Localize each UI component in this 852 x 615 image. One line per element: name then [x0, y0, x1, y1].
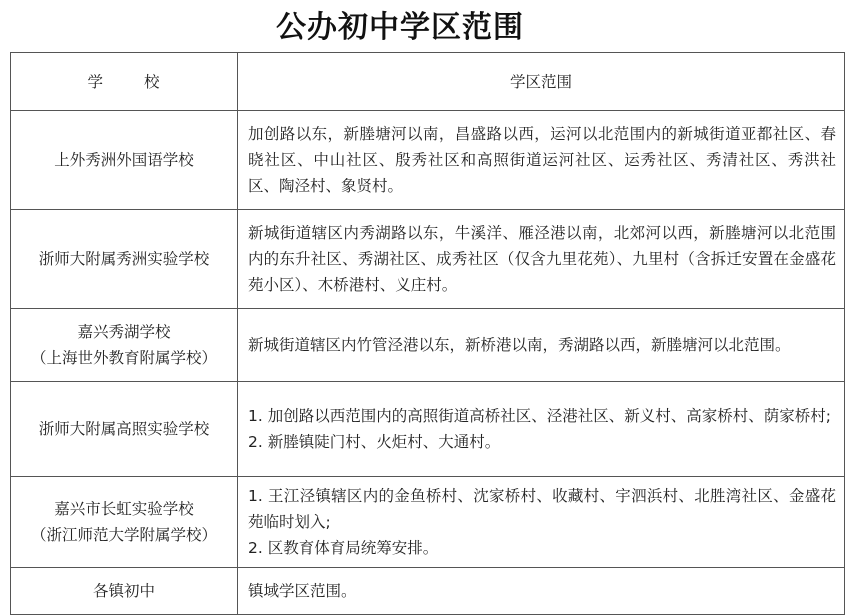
school-cell [11, 477, 238, 568]
school-cell [11, 568, 238, 615]
school-name: 上外秀洲外国语学校 [54, 151, 194, 169]
district-range-item: 2. 新塍镇陡门村、火炬村、大通村。 [248, 433, 501, 451]
table-row [11, 111, 845, 210]
table-header-row [11, 53, 845, 111]
table-row [11, 210, 845, 309]
district-range-text: 镇域学区范围。 [248, 582, 357, 600]
district-range-item: 2. 区教育体育局统筹安排。 [248, 539, 439, 557]
district-range-cell [238, 111, 845, 210]
table-row [11, 382, 845, 477]
district-range-item: 1. 王江泾镇辖区内的金鱼桥村、沈家桥村、收藏村、宇泗浜村、北胜湾社区、金盛花苑临时划入; [248, 487, 836, 531]
school-name: 浙师大附属秀洲实验学校 [38, 250, 210, 268]
table-row [11, 568, 845, 615]
school-name: 浙师大附属高照实验学校 [38, 420, 210, 438]
school-cell [11, 309, 238, 382]
school-affiliation: （浙江师范大学附属学校） [30, 526, 217, 544]
school-cell [11, 210, 238, 309]
district-range-text: 新城街道辖区内秀湖路以东，牛溪洋、雁泾港以南，北郊河以西，新塍塘河以北范围内的东升社区、秀湖社区、成秀社区（仅含九里花苑）、九里村（含拆迁安置在金盛花苑小区）、木桥港村、义庄村。 [248, 224, 836, 294]
district-range-cell [238, 477, 845, 568]
district-range-cell [238, 309, 845, 382]
district-range-text: 新城街道辖区内竹管泾港以东，新桥港以南，秀湖路以西，新塍塘河以北范围。 [248, 336, 791, 354]
table-row [11, 477, 845, 568]
header-school: 学 校 [11, 53, 238, 111]
school-cell [11, 382, 238, 477]
table-row [11, 309, 845, 382]
district-range-cell [238, 568, 845, 615]
school-district-table [10, 52, 845, 615]
school-name: 嘉兴秀湖学校 [77, 323, 171, 341]
page-title: 公办初中学区范围 [276, 10, 524, 45]
district-range-item: 1. 加创路以西范围内的高照街道高桥社区、泾港社区、新义村、高家桥村、荫家桥村; [248, 407, 831, 425]
district-range-cell [238, 382, 845, 477]
school-name: 嘉兴市长虹实验学校 [54, 500, 194, 518]
school-name: 各镇初中 [92, 582, 155, 600]
district-range-cell [238, 210, 845, 309]
school-cell [11, 111, 238, 210]
header-district-range: 学区范围 [238, 53, 845, 111]
district-range-text: 加创路以东，新塍塘河以南，昌盛路以西，运河以北范围内的新城街道亚都社区、春晓社区、中山社区、殷秀社区和高照街道运河社区、运秀社区、秀清社区、秀洪社区、陶泾村、象贤村。 [248, 125, 836, 195]
school-affiliation: （上海世外教育附属学校） [30, 349, 217, 367]
